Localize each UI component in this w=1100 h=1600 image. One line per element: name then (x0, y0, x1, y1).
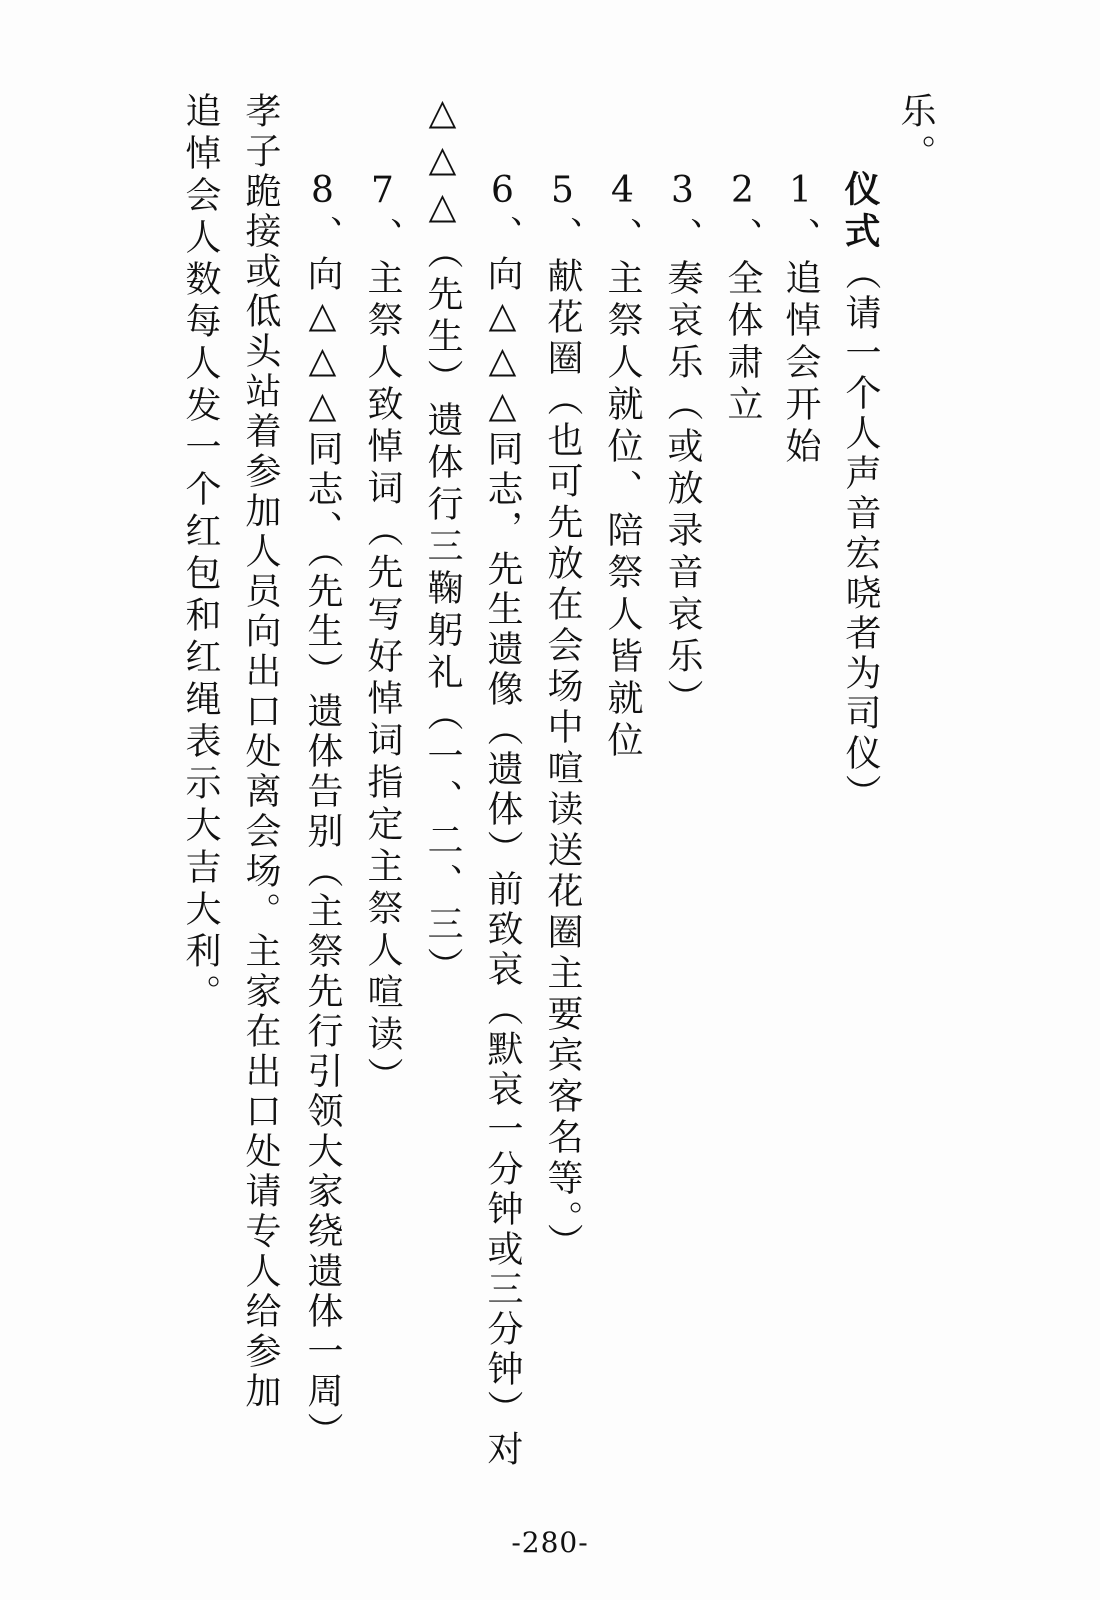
column-text: 4、主祭人就位、陪祭人皆就位 (602, 170, 643, 763)
text-column-8 (482, 170, 522, 1470)
text-column-7 (542, 170, 582, 1264)
page-number: -280- (511, 1526, 589, 1559)
column-text: 1、追悼会开始 (780, 170, 821, 469)
text-column-13 (180, 92, 220, 1016)
column-text: 7、主祭人致悼词（先写好悼词指定主祭人喧读） (362, 170, 403, 1099)
section-heading: 仪式 (839, 170, 881, 254)
text-column-6 (602, 170, 642, 763)
column-text: 孝子跪接或低头站着参加人员向出口处离会场。主家在出口处请专人给参加 (240, 92, 281, 1412)
text-column-12 (240, 92, 280, 1412)
column-text: 6、向△△△同志，先生遗像（遗体）前致哀（默哀一分钟或三分钟）对 (482, 170, 523, 1470)
text-column-3 (780, 170, 820, 469)
text-column-1 (895, 92, 935, 176)
column-text: 2、全体肃立 (722, 170, 763, 427)
column-text: △△△（先生）遗体行三鞠躬礼（一、二、三） (422, 92, 463, 989)
text-column-10 (362, 170, 402, 1099)
text-column-4 (722, 170, 762, 427)
column-text: 5、献花圈（也可先放在会场中喧读送花圈主要宾客名等。） (542, 170, 583, 1264)
column-text: 3、奏哀乐（或放录音哀乐） (662, 170, 703, 721)
column-text: 追悼会人数每人发一个红包和红绳表示大吉大利。 (180, 92, 221, 1016)
text-column-9 (422, 92, 462, 989)
text-column-2-heading (840, 170, 880, 814)
column-text: 乐。 (895, 92, 936, 176)
column-text: （请一个人声音宏哓者为司仪） (840, 254, 881, 814)
column-text: 8、向△△△同志、（先生）遗体告别（主祭先行引领大家绕遗体一周） (302, 170, 343, 1452)
text-column-11 (302, 170, 342, 1452)
text-column-5 (662, 170, 702, 721)
